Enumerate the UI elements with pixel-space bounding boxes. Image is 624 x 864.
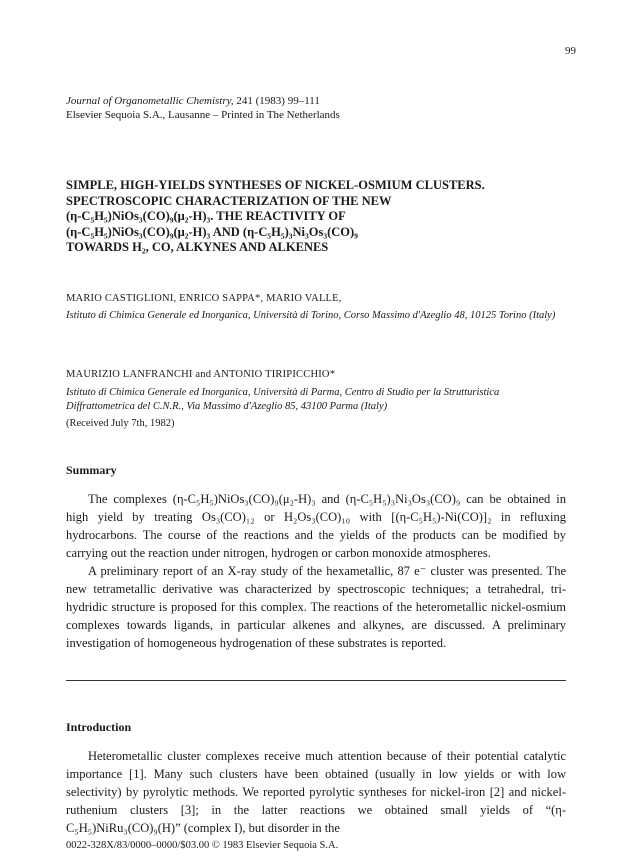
affiliation-1: Istituto di Chimica Generale ed Inorganica, Università di Torino, Corso Massimo d'Azeglio 48, 10125 Torino (Italy) [66,310,556,321]
introduction-paragraph: Heterometallic cluster complexes receive much attention because of their potential catalytic importance [1]. Many such clusters have been obtained (usually in low yields or with low selectivity) by pyrolytic methods. We reported pyrolytic syntheses for nickel-iron [2] and nickel-ruthenium clusters [3]; in the latter reactions we obtained small yields of “(η-C₅H₅)NiRu₃(CO)₉(H)” (complex I), but disorder in the [66,749,566,835]
title-line: SPECTROSCOPIC CHARACTERIZATION OF THE NEW [66,193,392,208]
author-list-2: MAURIZIO LANFRANCHI and ANTONIO TIRIPICCHIO* [66,369,336,380]
title-line: TOWARDS H₂, CO, ALKYNES AND ALKENES [66,240,329,255]
summary-paragraph-2: A preliminary report of an X-ray study of the hexametallic, 87 e⁻ cluster was presented. The new tetrametallic derivative was characterized by spectroscopic techniques; a tetrahedral, tri-hydridic structure is proposed for this complex. The reactions of the heterometallic nickel-osmium complexes towards ligands, in particular alkenes and alkynes, are discussed. A preliminary investigation of homogeneous hydrogenation of these substrates is reported. [66,564,566,650]
journal-citation [66,94,340,122]
article-title [66,178,566,256]
publisher-line: Elsevier Sequoia S.A., Lausanne – Printed in The Netherlands [66,109,340,121]
title-line: SIMPLE, HIGH-YIELDS SYNTHESES OF NICKEL-OSMIUM CLUSTERS. [66,178,485,192]
received-date: (Received July 7th, 1982) [66,418,175,429]
summary-heading: Summary [66,463,117,477]
page-number: 99 [565,45,576,57]
section-divider [66,680,566,681]
summary-paragraph-1: The complexes (η-C₅H₅)NiOs₃(CO)₉(μ₂-H)₃ and (η-C₅H₅)₃Ni₃Os₃(CO)₉ can be obtained in high yield by treating Os₃(CO)₁₂ or H₂Os₃(CO)₁₀ with [(η-C₅H₅)-Ni(CO)]₂ in refluxing hydrocarbons. The course of the reactions and the yields of the products can be modified by carrying out the reaction under nitrogen, hydrogen or carbon monoxide atmospheres. [66,492,566,560]
introduction-heading: Introduction [66,720,132,734]
title-line: (η-C₅H₅)NiOs₃(CO)₉(μ₂-H)₃ AND (η-C₅H₅)₃Ni₃Os₃(CO)₉ [66,224,358,239]
affiliation-2: Istituto di Chimica Generale ed Inorganica, Università di Parma, Centro di Studio per la Strutturistica Diffrattometrica del C.N.R., Via Massimo d'Azeglio 85, 43100 Parma (Italy) [66,387,500,412]
journal-name: Journal of Organometallic Chemistry, [66,95,234,107]
footer-copyright: 0022-328X/83/0000–0000/$03.00 © 1983 Elsevier Sequoia S.A. [66,840,339,851]
author-list-1: MARIO CASTIGLIONI, ENRICO SAPPA*, MARIO VALLE, [66,293,342,304]
title-line: (η-C₅H₅)NiOs₃(CO)₉(μ₂-H)₃. THE REACTIVITY OF [66,209,346,224]
journal-volume: 241 (1983) 99–111 [233,95,320,107]
